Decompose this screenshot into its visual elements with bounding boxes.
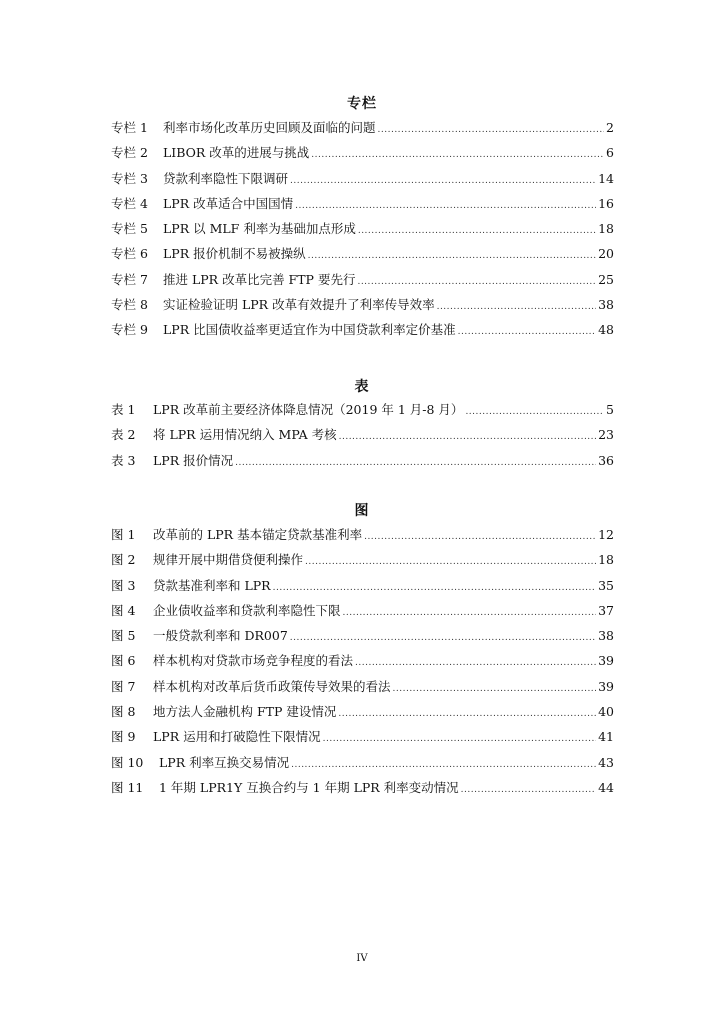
toc-entry[interactable]: [111, 576, 614, 601]
toc-entry[interactable]: [111, 677, 614, 702]
toc-entry-label: 图 1: [111, 527, 136, 542]
toc-entry-label: 表 2: [111, 427, 136, 443]
toc-entry[interactable]: [111, 451, 614, 476]
toc-leader-dots: [323, 735, 596, 744]
toc-entry-title: 贷款基准利率和 LPR: [153, 577, 271, 593]
toc-entry-title: 贷款利率隐性下限调研: [163, 170, 289, 186]
toc-entry-label: 专栏 4: [111, 195, 148, 211]
toc-entry-page: 39: [598, 678, 614, 694]
toc-entry-label: 专栏 6: [111, 246, 148, 262]
toc-entry[interactable]: [111, 702, 614, 727]
toc-entry[interactable]: [111, 626, 614, 651]
toc-leader-dots: [305, 558, 596, 567]
toc-entry-page: 16: [598, 195, 614, 211]
toc-entry-label: 图 6: [111, 653, 136, 669]
toc-entry-label: 专栏 9: [111, 322, 148, 338]
toc-entry[interactable]: [111, 143, 614, 168]
toc-entry-title: 样本机构对改革后货币政策传导效果的看法: [153, 678, 391, 694]
toc-entry[interactable]: [111, 727, 614, 752]
toc-entry-title: LPR 改革适合中国国情: [163, 195, 294, 211]
toc-entry-label: 专栏 2: [111, 145, 148, 161]
toc-entry[interactable]: [111, 320, 614, 345]
toc-entry[interactable]: [111, 169, 614, 194]
toc-entry-page: 5: [606, 402, 614, 417]
page-number: IV: [356, 953, 368, 964]
toc-leader-dots: [378, 126, 605, 135]
toc-entry[interactable]: [111, 425, 614, 450]
toc-entry-page: 23: [598, 427, 614, 443]
toc-leader-dots: [291, 761, 596, 770]
toc-entry-title: LPR 运用和打破隐性下限情况: [153, 729, 321, 745]
toc-entry-label: 图 4: [111, 602, 136, 618]
toc-entry-label: 图 2: [111, 552, 136, 568]
toc-entry-page: 2: [606, 120, 614, 135]
toc-entry-label: 图 9: [111, 729, 136, 745]
toc-leader-dots: [465, 408, 604, 417]
toc-leader-dots: [308, 252, 596, 261]
toc-entry[interactable]: [111, 295, 614, 320]
toc-leader-dots: [295, 202, 596, 211]
toc-entry-page: 35: [598, 577, 614, 593]
toc-entry-page: 37: [598, 602, 614, 618]
toc-entry-label: 图 7: [111, 678, 136, 694]
toc-entry[interactable]: [111, 601, 614, 626]
toc-leader-dots: [290, 177, 596, 186]
toc-entry-page: 12: [598, 527, 614, 542]
toc-entry-title: 利率市场化改革历史回顾及面临的问题: [163, 120, 376, 135]
toc-leader-dots: [355, 659, 596, 668]
toc-entry-title: LPR 报价情况: [153, 452, 234, 468]
toc-entry-title: LPR 以 MLF 利率为基础加点形成: [163, 221, 356, 237]
toc-entry-page: 48: [598, 322, 614, 338]
toc-entry-page: 18: [598, 221, 614, 237]
toc-entry[interactable]: [111, 400, 614, 425]
toc-entry[interactable]: [111, 550, 614, 575]
toc-entry-label: 专栏 3: [111, 170, 148, 186]
toc-entry-page: 14: [598, 170, 614, 186]
toc-entry[interactable]: [111, 778, 614, 803]
section-title-tables: 表: [354, 379, 370, 395]
toc-leader-dots: [235, 459, 596, 468]
toc-entry-page: 44: [598, 779, 614, 795]
toc-entry-page: 38: [598, 297, 614, 313]
toc-entry-title: 1 年期 LPR1Y 互换合约与 1 年期 LPR 利率变动情况: [159, 779, 459, 795]
toc-entry-label: 专栏 7: [111, 271, 148, 287]
toc-entry-title: LPR 利率互换交易情况: [159, 754, 290, 770]
toc-leader-dots: [339, 433, 596, 442]
toc-entry-page: 36: [598, 452, 614, 468]
toc-entry-page: 20: [598, 246, 614, 262]
section-title-figures: 图: [354, 503, 370, 519]
toc-entry-label: 图 11: [111, 779, 144, 795]
toc-entry-label: 图 8: [111, 704, 136, 720]
toc-leader-dots: [343, 609, 597, 618]
toc-entry-page: 39: [598, 653, 614, 669]
toc-entry-title: 推进 LPR 改革比完善 FTP 要先行: [163, 271, 356, 287]
toc-entry-title: 改革前的 LPR 基本锚定贷款基准利率: [153, 527, 363, 542]
toc-leader-dots: [358, 227, 596, 236]
toc-entry[interactable]: [111, 244, 614, 269]
toc-entry-page: 41: [598, 729, 614, 745]
toc-entry-title: 企业债收益率和贷款利率隐性下限: [153, 602, 341, 618]
toc-entry-page: 38: [598, 628, 614, 644]
toc-list-tables: [111, 400, 614, 476]
toc-entry-title: 规律开展中期借贷便利操作: [153, 552, 304, 568]
toc-entry-label: 专栏 5: [111, 221, 148, 237]
toc-leader-dots: [357, 278, 596, 287]
toc-entry-page: 43: [598, 754, 614, 770]
toc-entry-page: 6: [606, 145, 614, 161]
toc-leader-dots: [461, 786, 596, 795]
toc-entry-label: 图 5: [111, 628, 136, 644]
toc-leader-dots: [290, 634, 596, 643]
toc-entry-label: 图 3: [111, 577, 136, 593]
toc-list-columns: [111, 118, 614, 346]
toc-entry[interactable]: [111, 525, 614, 550]
toc-entry[interactable]: [111, 270, 614, 295]
toc-leader-dots: [311, 151, 604, 160]
toc-entry-label: 专栏 1: [111, 120, 148, 135]
toc-entry[interactable]: [111, 651, 614, 676]
toc-entry-label: 图 10: [111, 754, 144, 770]
toc-entry-title: LIBOR 改革的进展与挑战: [163, 145, 310, 161]
toc-entry-label: 表 3: [111, 452, 136, 468]
toc-entry-title: 将 LPR 运用情况纳入 MPA 考核: [153, 427, 337, 443]
toc-leader-dots: [273, 584, 596, 593]
toc-entry-title: 一般贷款利率和 DR007: [153, 628, 288, 644]
toc-list-figures: [111, 525, 614, 803]
toc-entry-title: 实证检验证明 LPR 改革有效提升了利率传导效率: [163, 297, 435, 313]
toc-leader-dots: [458, 328, 596, 337]
toc-entry-title: LPR 比国债收益率更适宜作为中国贷款利率定价基准: [163, 322, 456, 338]
toc-leader-dots: [338, 710, 596, 719]
toc-entry-title: 地方法人金融机构 FTP 建设情况: [153, 704, 337, 720]
toc-entry-title: LPR 报价机制不易被操纵: [163, 246, 306, 262]
toc-leader-dots: [364, 533, 596, 542]
toc-entry-title: 样本机构对贷款市场竞争程度的看法: [153, 653, 354, 669]
toc-entry-page: 25: [598, 271, 614, 287]
toc-entry-title: LPR 改革前主要经济体降息情况（2019 年 1 月-8 月）: [153, 402, 464, 417]
toc-entry[interactable]: [111, 118, 614, 143]
toc-entry[interactable]: [111, 219, 614, 244]
toc-leader-dots: [393, 685, 597, 694]
toc-entry-page: 40: [598, 704, 614, 720]
toc-entry[interactable]: [111, 753, 614, 778]
toc-entry-page: 18: [598, 552, 614, 568]
section-title-columns: 专栏: [347, 96, 377, 112]
toc-entry-label: 表 1: [111, 402, 136, 417]
toc-entry-label: 专栏 8: [111, 297, 148, 313]
toc-leader-dots: [437, 303, 597, 312]
toc-entry[interactable]: [111, 194, 614, 219]
